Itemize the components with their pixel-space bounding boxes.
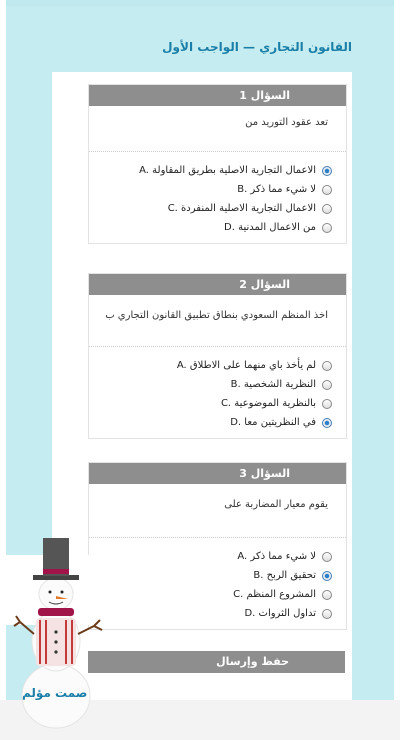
question-text: تعد عقود التوريد من: [89, 106, 346, 152]
option-label: D. تداول الثروات: [244, 608, 316, 619]
top-strip: [0, 0, 400, 6]
radio-button[interactable]: [322, 223, 332, 233]
question-header: السؤال 3: [89, 463, 346, 484]
question-header: السؤال 1: [89, 85, 346, 106]
radio-button[interactable]: [322, 204, 332, 214]
option-label: A. الاعمال التجارية الاصلية بطريق المقاولة: [139, 165, 316, 176]
option-label: C. بالنظرية الموضوعية: [220, 398, 316, 409]
option-a[interactable]: [89, 161, 346, 180]
page-title: القانون التجاري — الواجب الأول: [162, 40, 352, 54]
radio-button[interactable]: [322, 609, 332, 619]
option-label: A. لا شيء مما ذكر: [237, 551, 316, 562]
radio-button[interactable]: [322, 552, 332, 562]
option-a[interactable]: [89, 356, 346, 375]
right-edge: [394, 0, 400, 740]
option-c[interactable]: [89, 199, 346, 218]
option-label: D. من الاعمال المدنية: [224, 222, 316, 233]
radio-button[interactable]: [322, 571, 332, 581]
question-text: اخذ المنظم السعودي بنطاق تطبيق القانون التجاري ب: [89, 295, 346, 347]
options-list: [89, 347, 346, 438]
option-label: D. في النظريتين معا: [230, 417, 316, 428]
option-label: C. المشروع المنظم: [233, 589, 316, 600]
option-c[interactable]: [89, 394, 346, 413]
question-card-2: [88, 273, 347, 439]
option-b[interactable]: [89, 375, 346, 394]
left-edge: [0, 0, 6, 740]
radio-button[interactable]: [322, 166, 332, 176]
option-b[interactable]: [89, 180, 346, 199]
option-label: B. لا شيء مما ذكر: [237, 184, 316, 195]
snowman-illustration: [10, 536, 106, 732]
radio-button[interactable]: [322, 380, 332, 390]
option-label: B. النظرية الشخصية: [230, 379, 316, 390]
radio-button[interactable]: [322, 185, 332, 195]
option-label: A. لم يأخذ باي منهما على الاطلاق: [176, 360, 316, 371]
question-card-1: [88, 84, 347, 244]
question-header: السؤال 2: [89, 274, 346, 295]
radio-button[interactable]: [322, 399, 332, 409]
option-label: B. تحقيق الربح: [253, 570, 316, 581]
radio-button[interactable]: [322, 590, 332, 600]
save-and-submit-button[interactable]: حفظ وإرسال: [88, 651, 345, 673]
option-d[interactable]: [89, 218, 346, 237]
decor-signature: صمت مؤلم: [22, 686, 88, 700]
radio-button[interactable]: [322, 361, 332, 371]
options-list: [89, 152, 346, 243]
option-d[interactable]: [89, 413, 346, 432]
radio-button[interactable]: [322, 418, 332, 428]
question-text: يقوم معيار المضاربة على: [89, 484, 346, 538]
option-label: C. الاعمال التجارية الاصلية المنفردة: [167, 203, 316, 214]
